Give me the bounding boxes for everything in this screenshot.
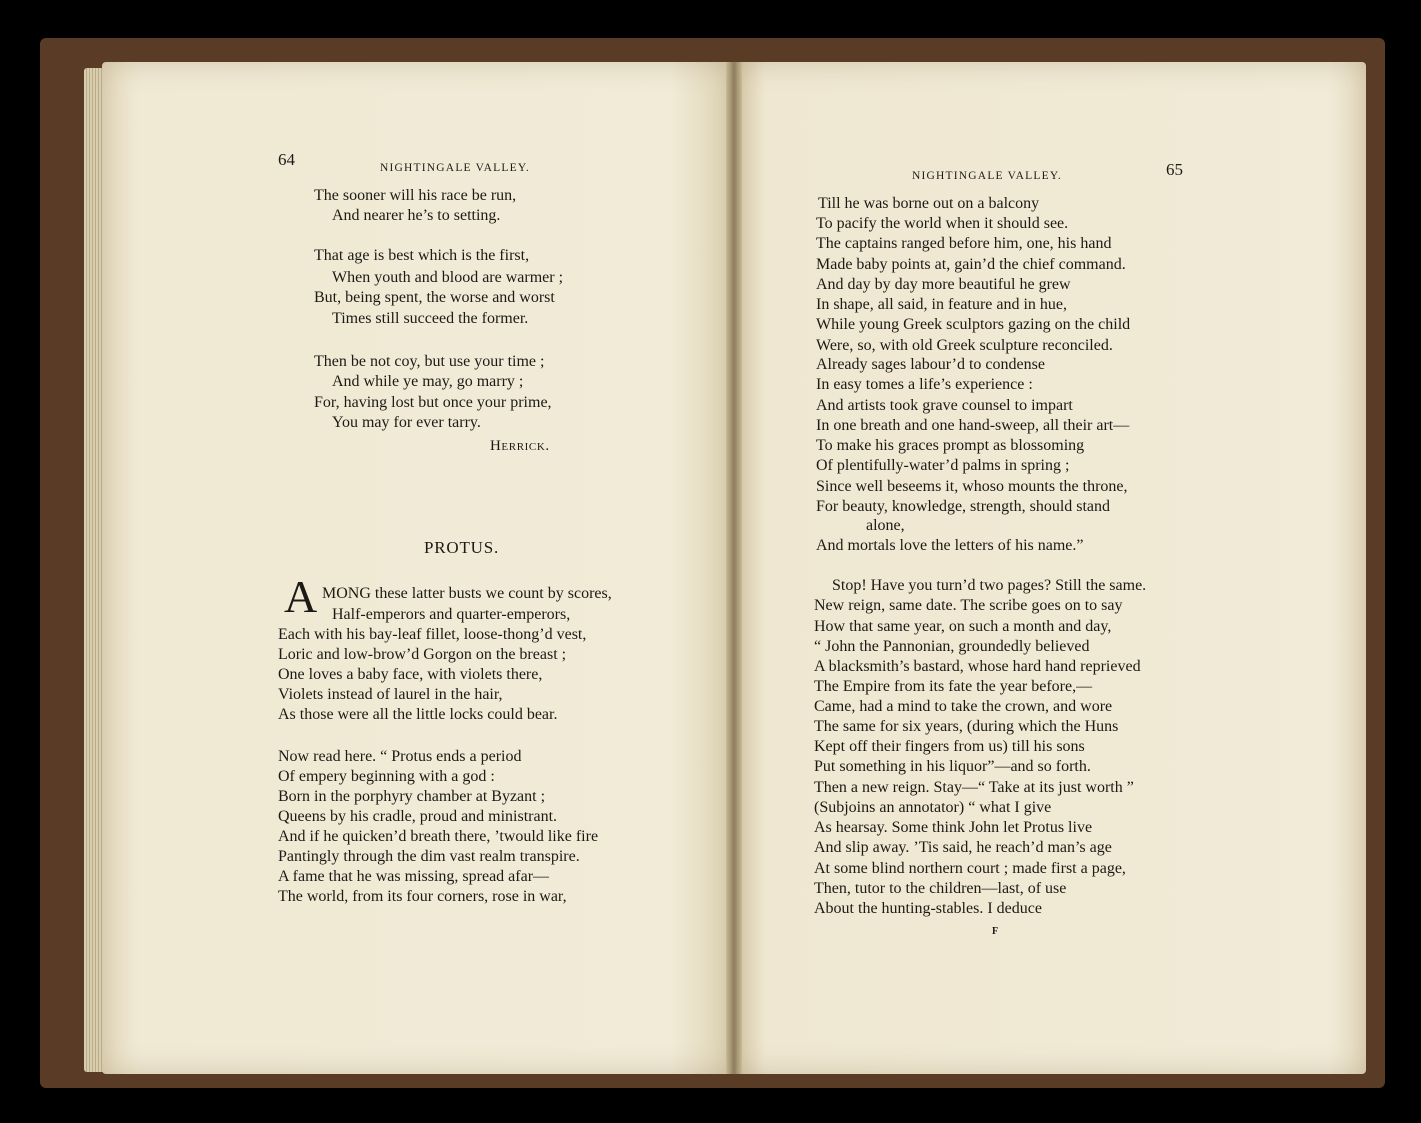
verse-line: Half-emperors and quarter-emperors, [332,606,571,623]
right-page [734,62,1366,1074]
poem-title: PROTUS. [424,538,500,557]
left-page [102,62,734,1074]
verse-line: The same for six years, (during which the Huns [814,718,1119,735]
verse-line: And slip away. ’Tis said, he reach’d man’s age [814,839,1112,856]
verse-line: Made baby points at, gain’d the chief command. [816,256,1126,273]
verse-line: To make his graces prompt as blossoming [816,437,1085,454]
verse-line: Each with his bay-leaf fillet, loose-thong’d vest, [278,626,587,643]
verse-line: Of empery beginning with a god : [278,768,495,785]
verse-line: The captains ranged before him, one, his hand [816,235,1112,252]
verse-line: When youth and blood are warmer ; [332,269,564,286]
verse-line: Since well beseems it, whoso mounts the throne, [816,478,1128,495]
verse-line: At some blind northern court ; made first a page, [814,860,1126,877]
verse-line: Stop! Have you turn’d two pages? Still the same. [832,577,1147,594]
verse-line: The world, from its four corners, rose in war, [278,888,567,905]
verse-line: In easy tomes a life’s experience : [816,376,1033,393]
verse-line: In shape, all said, in feature and in hue, [816,296,1068,313]
verse-line: New reign, same date. The scribe goes on to say [814,597,1123,614]
verse-line: And if he quicken’d breath there, ’twould like fire [278,828,599,845]
verse-line: And artists took grave counsel to impart [816,397,1073,414]
verse-line: A blacksmith’s bastard, whose hard hand reprieved [814,658,1141,675]
verse-line: Till he was borne out on a balcony [818,195,1040,212]
verse-line: Now read here. “ Protus ends a period [278,748,522,765]
verse-line: And mortals love the letters of his name.” [816,537,1084,554]
verse-line: (Subjoins an annotator) “ what I give [814,799,1052,816]
page-number: 64 [278,150,295,169]
verse-line: And while ye may, go marry ; [332,373,524,390]
verse-line: To pacify the world when it should see. [816,215,1069,232]
verse-line: Then be not coy, but use your time ; [314,353,545,370]
verse-line: Came, had a mind to take the crown, and wore [814,698,1113,715]
verse-line: About the hunting-stables. I deduce [814,900,1042,917]
verse-line: Queens by his cradle, proud and ministrant. [278,808,558,825]
verse-line: And nearer he’s to setting. [332,207,501,224]
verse-line: How that same year, on such a month and day, [814,618,1112,635]
verse-line: But, being spent, the worse and worst [314,289,555,306]
page-number: 65 [1166,160,1183,179]
verse-line: For, having lost but once your prime, [314,394,552,411]
signature-mark: F [992,926,999,937]
verse-line: Then, tutor to the children—last, of use [814,880,1067,897]
verse-line: Of plentifully-water’d palms in spring ; [816,457,1070,474]
verse-line: While young Greek sculptors gazing on the child [816,316,1131,333]
verse-line: Loric and low-brow’d Gorgon on the breast ; [278,646,567,663]
verse-line: Born in the porphyry chamber at Byzant ; [278,788,546,805]
verse-line: Kept off their fingers from us) till his sons [814,738,1085,755]
verse-line: In one breath and one hand-sweep, all their art— [816,417,1130,434]
verse-line: And day by day more beautiful he grew [816,276,1071,293]
verse-line: For beauty, knowledge, strength, should stand [816,498,1111,515]
verse-line: Then a new reign. Stay—“ Take at its just worth ” [814,779,1134,796]
verse-line: Times still succeed the former. [332,310,529,327]
verse-line: The sooner will his race be run, [314,187,517,204]
verse-line: Already sages labour’d to condense [816,356,1045,373]
verse-line: As hearsay. Some think John let Protus live [814,819,1093,836]
running-head: NIGHTINGALE VALLEY. [380,162,530,174]
verse-line: You may for ever tarry. [332,414,481,431]
verse-line: alone, [866,517,905,534]
verse-line: Pantingly through the dim vast realm transpire. [278,848,580,865]
verse-line: A fame that he was missing, spread afar— [278,868,550,885]
verse-line: Put something in his liquor”—and so forth. [814,758,1091,775]
verse-line: The Empire from its fate the year before,— [814,678,1093,695]
running-head: NIGHTINGALE VALLEY. [912,170,1062,182]
verse-line: One loves a baby face, with violets there, [278,666,543,683]
verse-line: “ John the Pannonian, groundedly believed [814,638,1090,655]
book-gutter [726,62,742,1074]
verse-line: Violets instead of laurel in the hair, [278,686,503,703]
verse-line: MONG these latter busts we count by scores, [322,585,612,602]
verse-line: As those were all the little locks could bear. [278,706,558,723]
verse-line: That age is best which is the first, [314,247,530,264]
author-attribution: Herrick. [490,438,550,454]
verse-line: Were, so, with old Greek sculpture reconciled. [816,337,1113,354]
drop-cap: A [284,571,318,622]
